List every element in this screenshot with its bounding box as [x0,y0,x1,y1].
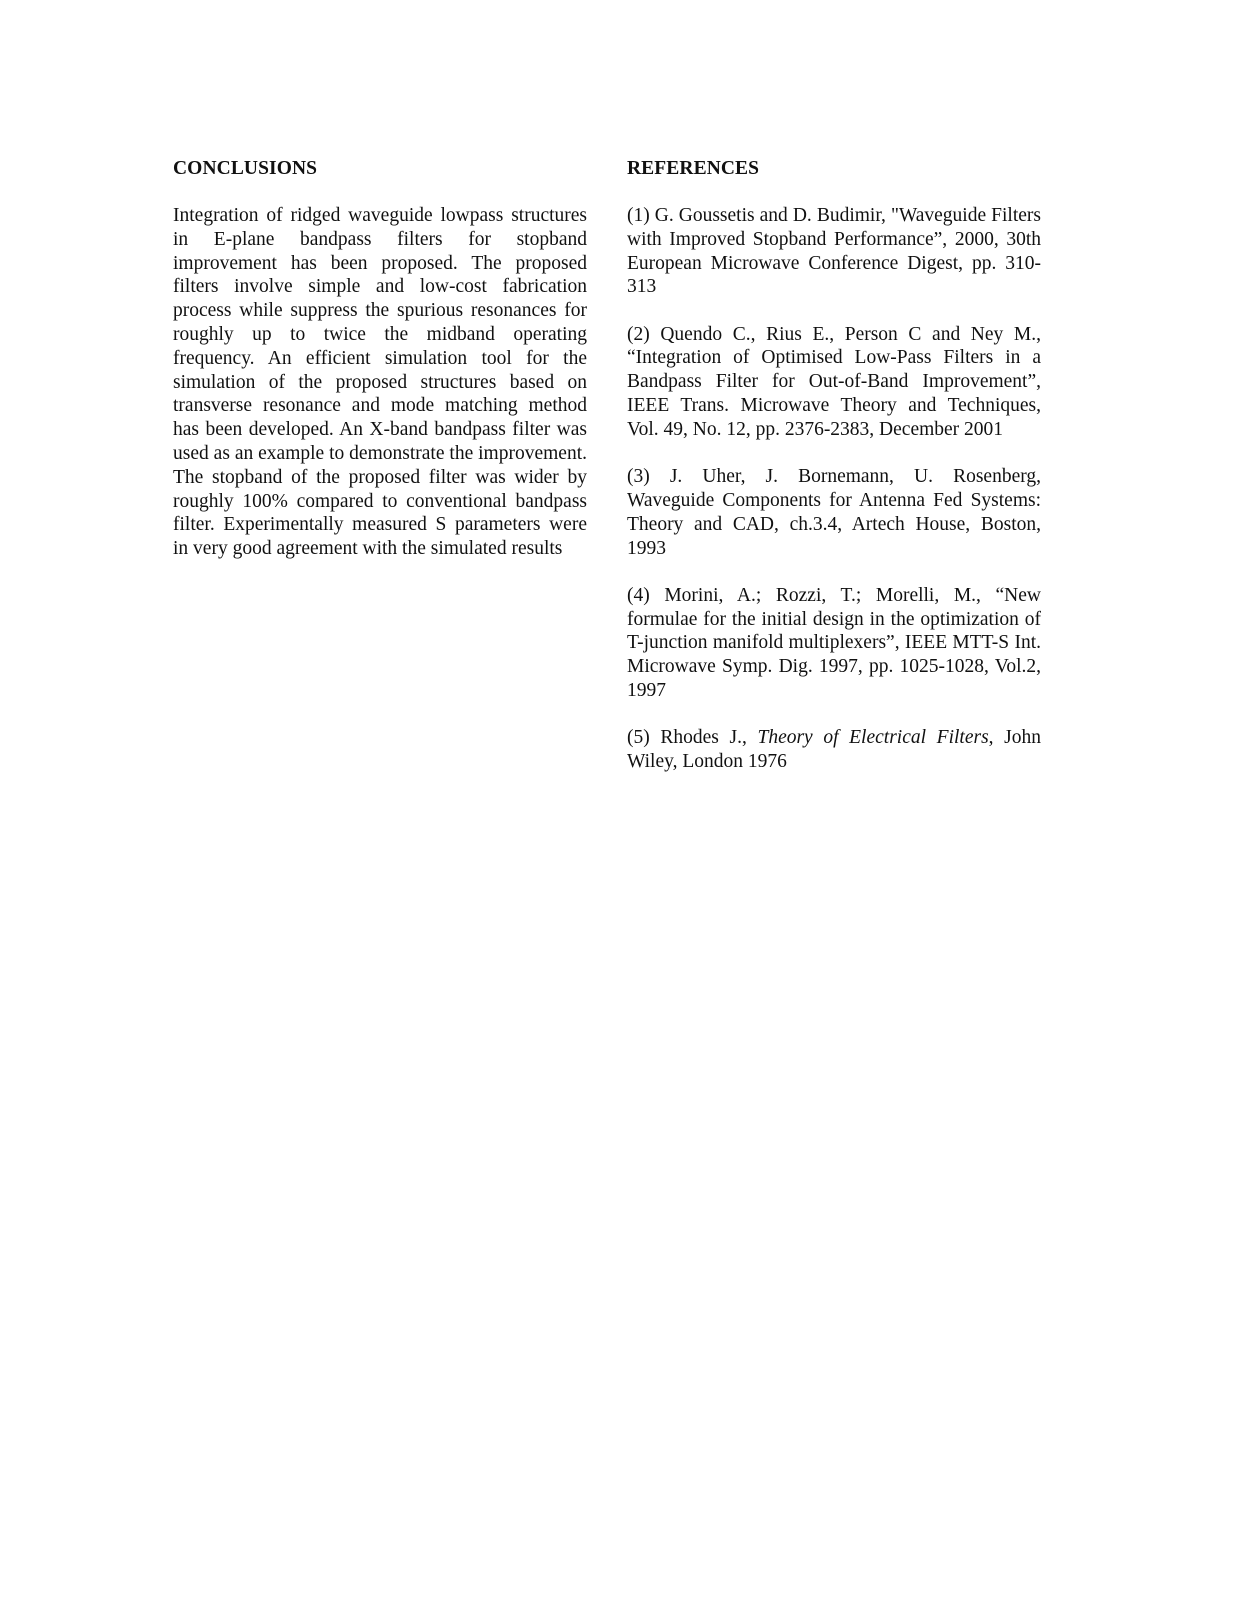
conclusions-heading: CONCLUSIONS [173,158,318,179]
reference-item-4: (4) Morini, A.; Rozzi, T.; Morelli, M., “New formulae for the initial design in the optimization of T-junction manifold multiplexers”, IEEE MTT-S Int. Microwave Symp. Dig. 1997, pp. 1025-1028, Vol.2, 1997 [627,584,1041,702]
reference-item-2: (2) Quendo C., Rius E., Person C and Ney M., “Integration of Optimised Low-Pass Filters in a Bandpass Filter for Out-of-Band Improvement”, IEEE Trans. Microwave Theory and Techniques, Vol. 49, No. 12, pp. 2376-2383, December 2001 [627,323,1041,440]
references-section [627,157,1041,797]
references-heading: REFERENCES [627,158,760,179]
reference-item-5-prefix: (5) Rhodes J., [627,727,758,749]
reference-item-3: (3) J. Uher, J. Bornemann, U. Rosenberg, Waveguide Components for Antenna Fed Systems: Theory and CAD, ch.3.4, Artech House, Boston, 1993 [627,466,1041,559]
conclusions-paragraph: Integration of ridged waveguide lowpass structures in E-plane bandpass filters for stopband improvement has been proposed. The proposed filters involve simple and low-cost fabrication process while suppress the spurious resonances for roughly up to twice the midband operating frequency. An efficient simulation tool for the simulation of the proposed structures based on transverse resonance and mode matching method has been developed. An X-band bandpass filter was used as an example to demonstrate the improvement. The stopband of the proposed filter was wider by roughly 100% compared to conventional bandpass filter. Experimentally measured S parameters were in very good agreement with the simulated results [173,205,587,560]
reference-item-5 [627,726,1041,774]
reference-item-5-suffix: , John Wiley, London 1976 [627,727,1041,773]
conclusions-section [173,157,587,561]
reference-item-1: (1) G. Goussetis and D. Budimir, "Waveguide Filters with Improved Stopband Performance”, 2000, 30th European Microwave Conference Digest, pp. 310-313 [627,205,1041,298]
reference-item-5-title: Theory of Electrical Filters [757,727,989,749]
